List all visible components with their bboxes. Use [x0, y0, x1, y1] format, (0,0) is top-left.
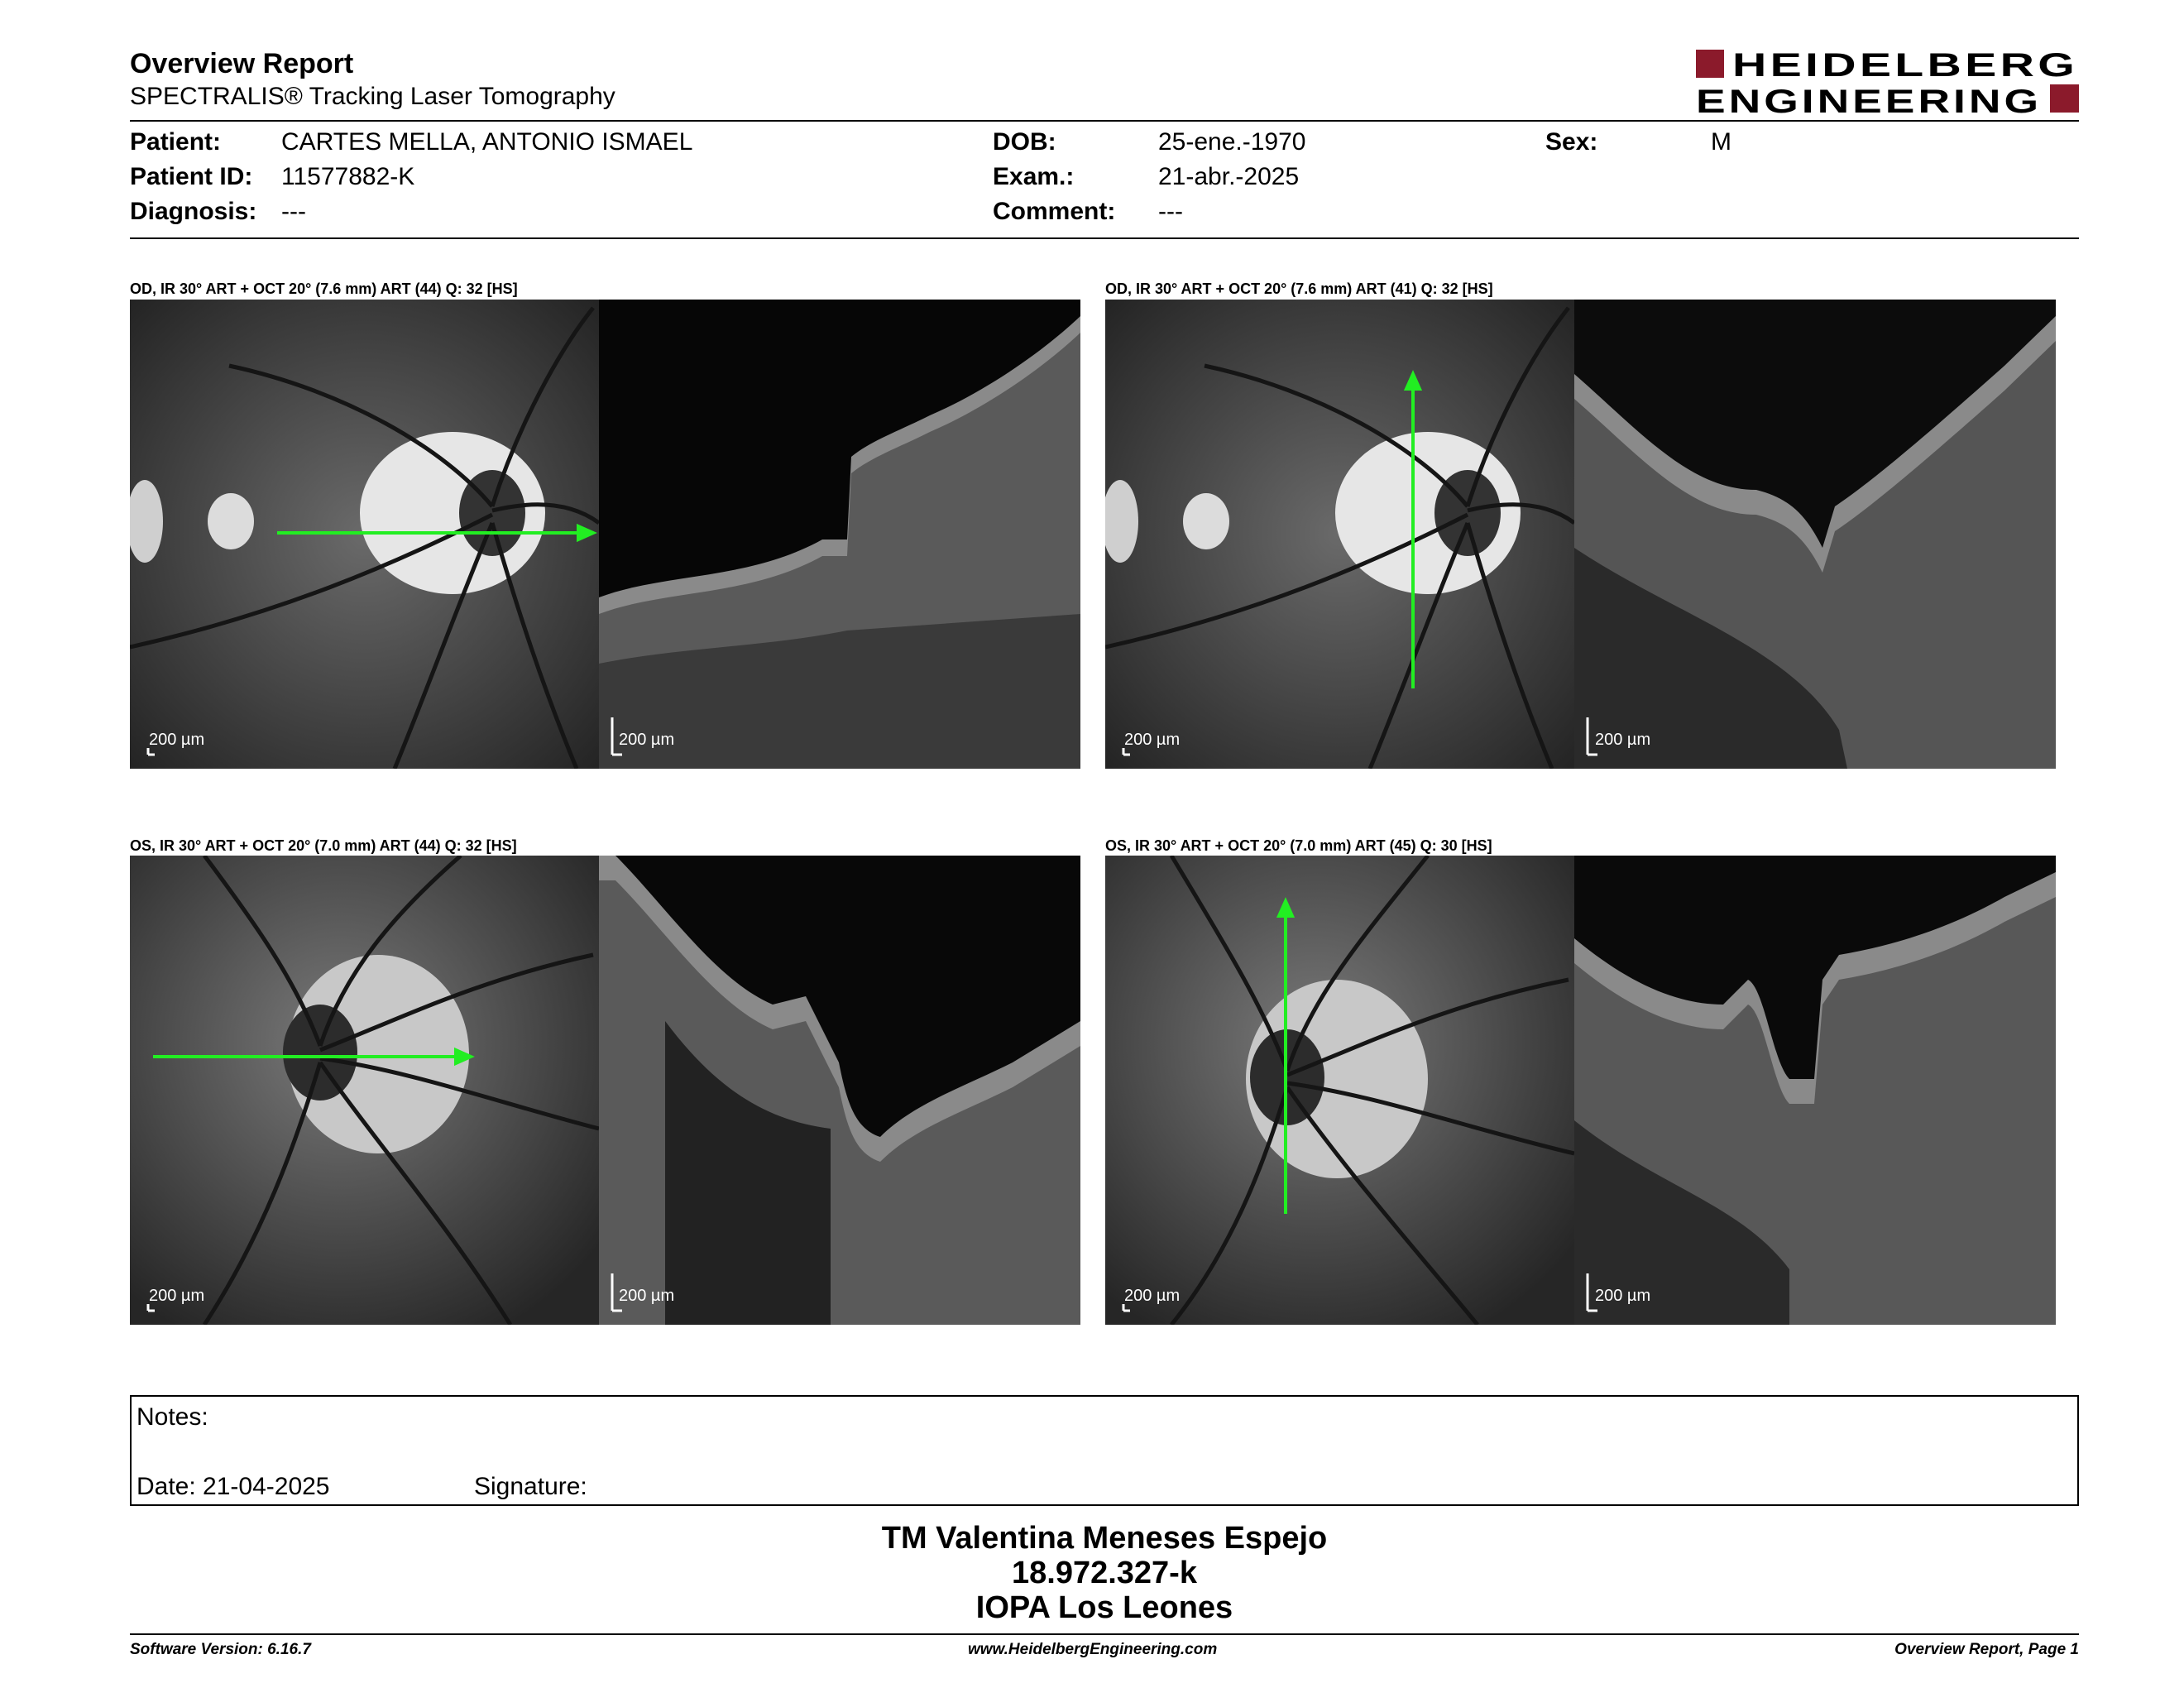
panel-os-2-title: OS, IR 30° ART + OCT 20° (7.0 mm) ART (45) Q: 30 [HS] — [1105, 837, 1492, 854]
website-link[interactable]: www.HeidelbergEngineering.com — [968, 1641, 1218, 1658]
exam-value: 21-abr.-2025 — [1158, 163, 1300, 190]
exam-label: Exam.: — [993, 163, 1075, 190]
comment-label: Comment: — [993, 198, 1116, 225]
oct-bscan-od-1 — [599, 300, 1080, 769]
software-version: Software Version: 6.16.7 — [130, 1641, 311, 1658]
signature-name: TM Valentina Meneses Espejo — [881, 1521, 1328, 1556]
panel-od-2-title: OD, IR 30° ART + OCT 20° (7.6 mm) ART (41) Q: 32 [HS] — [1105, 281, 1493, 297]
diagnosis-value: --- — [281, 198, 306, 225]
diagnosis-label: Diagnosis: — [130, 198, 257, 225]
oct-scale-os-1: 200 µm — [619, 1287, 675, 1305]
header-divider — [130, 120, 2079, 122]
signature-id: 18.972.327-k — [1012, 1556, 1197, 1590]
report-subtitle: SPECTRALIS® Tracking Laser Tomography — [130, 83, 615, 110]
dob-label: DOB: — [993, 128, 1056, 156]
heidelberg-engineering-logo — [1696, 46, 2079, 116]
oct-bscan-os-2 — [1574, 856, 2056, 1325]
fundus-image-od-1 — [130, 300, 599, 769]
logo-line2: ENGINEERING — [1696, 84, 2042, 116]
notes-date: Date: 21-04-2025 — [136, 1473, 330, 1500]
notes-label: Notes: — [136, 1403, 208, 1431]
panel-os-1-title: OS, IR 30° ART + OCT 20° (7.0 mm) ART (44) Q: 32 [HS] — [130, 837, 517, 854]
fundus-image-od-2 — [1105, 300, 1574, 769]
oct-scale-os-2: 200 µm — [1595, 1287, 1651, 1305]
patient-name: CARTES MELLA, ANTONIO ISMAEL — [281, 128, 693, 156]
signature-label: Signature: — [474, 1473, 587, 1500]
oct-scale-od-1: 200 µm — [619, 731, 675, 749]
report-title: Overview Report — [130, 48, 354, 79]
signature-institution: IOPA Los Leones — [975, 1590, 1233, 1625]
dob-value: 25-ene.-1970 — [1158, 128, 1306, 156]
fundus-image-os-1 — [130, 856, 599, 1325]
fundus-scale-os-2: 200 µm — [1124, 1287, 1181, 1305]
sex-label: Sex: — [1545, 128, 1598, 156]
patient-label: Patient: — [130, 128, 222, 156]
oct-bscan-od-2 — [1574, 300, 2056, 769]
logo-line1: HEIDELBERG — [1732, 47, 2078, 84]
patient-id-value: 11577882-K — [281, 163, 415, 190]
fundus-scale-od-1: 200 µm — [149, 731, 205, 749]
sex-value: M — [1711, 128, 1731, 156]
fundus-scale-os-1: 200 µm — [149, 1287, 205, 1305]
fundus-scale-od-2: 200 µm — [1124, 731, 1181, 749]
page-indicator: Overview Report, Page 1 — [1894, 1641, 2079, 1658]
comment-value: --- — [1158, 198, 1183, 225]
footer-divider — [130, 1633, 2079, 1635]
oct-scale-od-2: 200 µm — [1595, 731, 1651, 749]
fundus-image-os-2 — [1105, 856, 1574, 1325]
patient-id-label: Patient ID: — [130, 163, 253, 190]
notes-box[interactable] — [130, 1395, 2079, 1506]
oct-bscan-os-1 — [599, 856, 1080, 1325]
panel-od-1-title: OD, IR 30° ART + OCT 20° (7.6 mm) ART (44) Q: 32 [HS] — [130, 281, 518, 297]
patient-divider — [130, 237, 2079, 239]
